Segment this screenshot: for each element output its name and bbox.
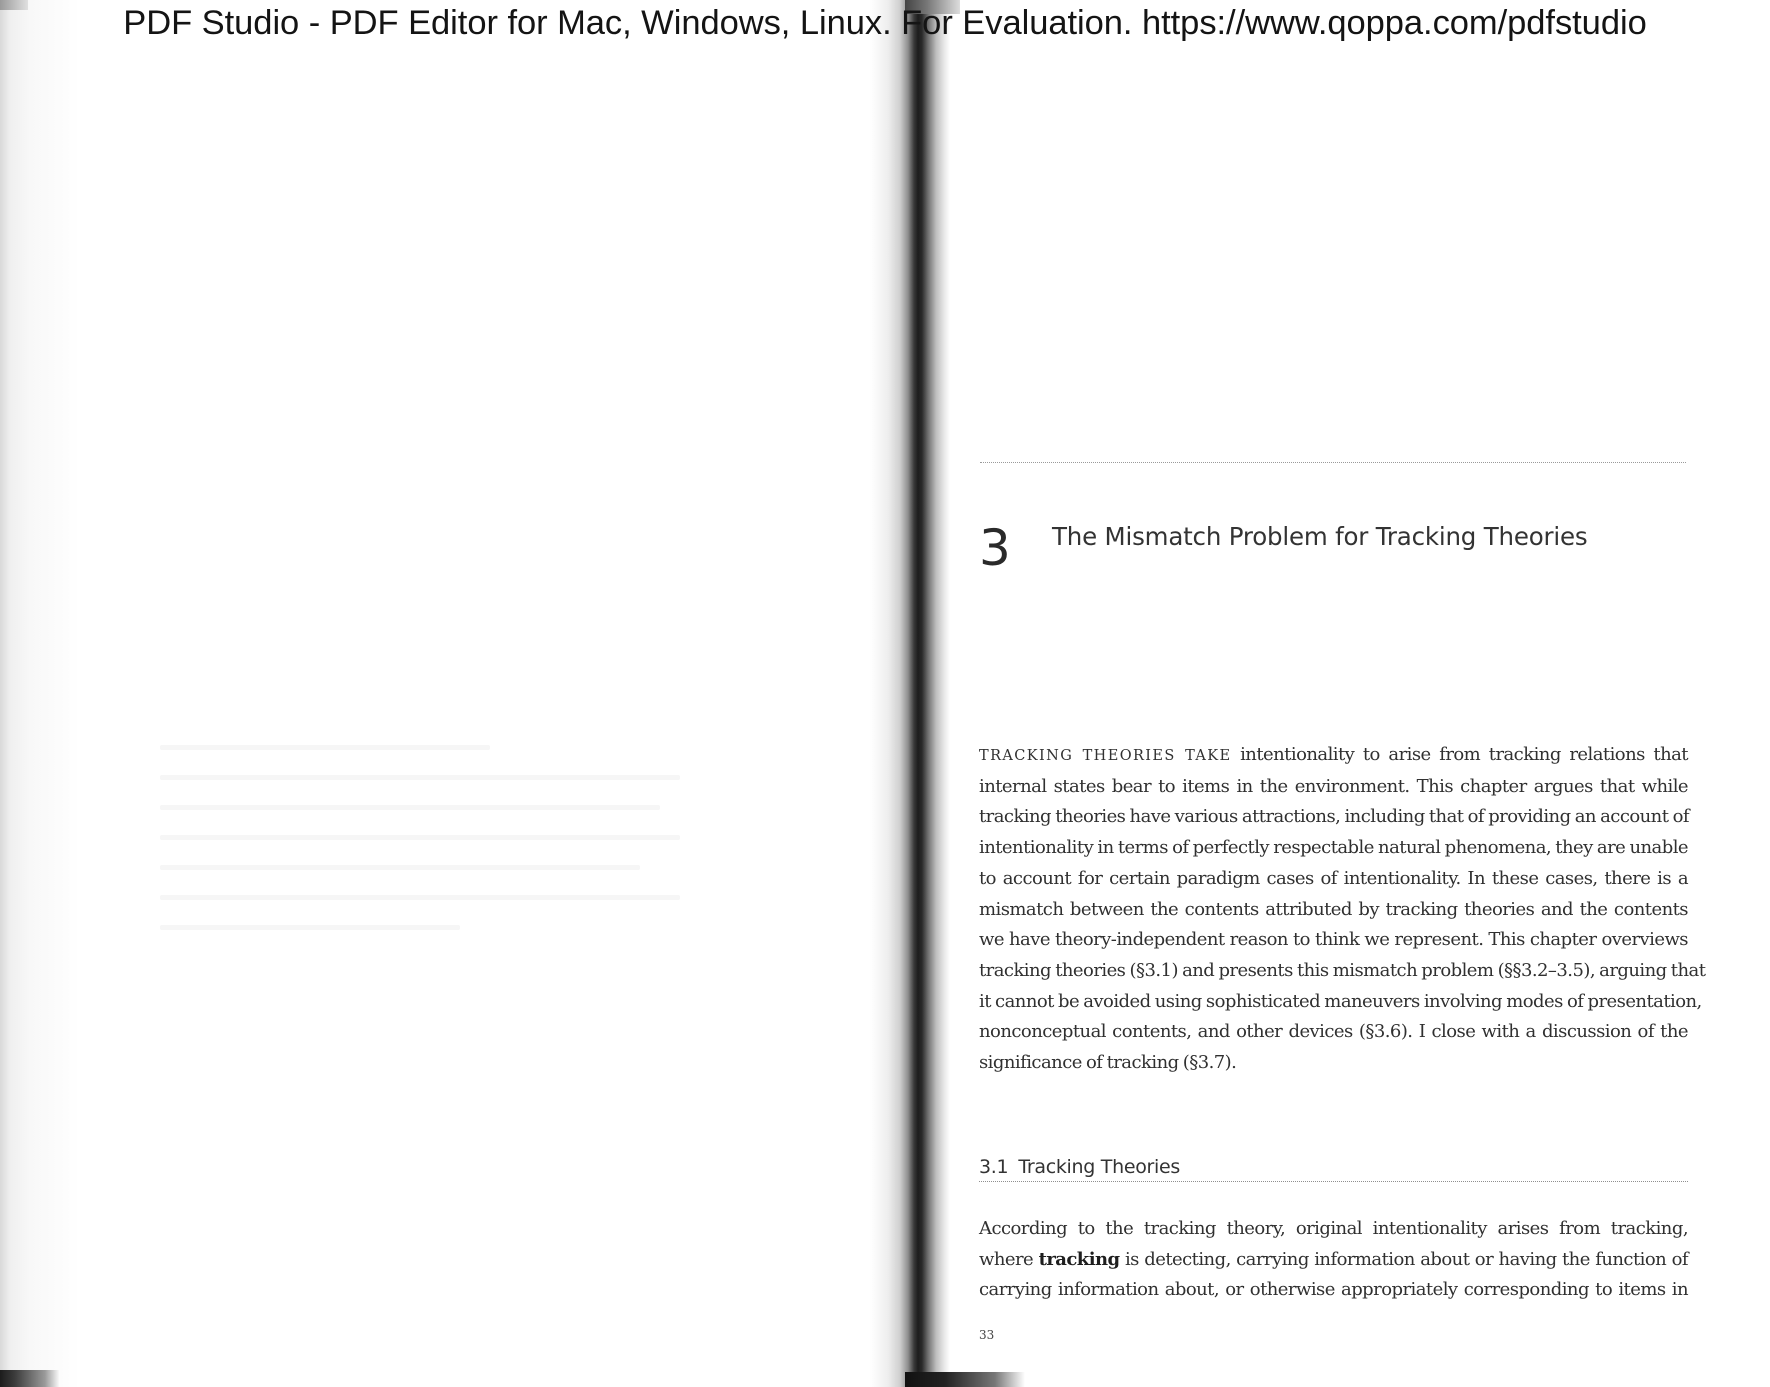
small-caps-lead: TRACKING THEORIES TAKE xyxy=(979,748,1232,764)
paragraph-line: carrying information about, or otherwise appropriately corresponding to items in xyxy=(979,1279,1688,1301)
bold-term-tracking: tracking xyxy=(1038,1248,1120,1270)
section-heading xyxy=(979,1154,1688,1182)
show-through-line xyxy=(160,805,660,810)
chapter-number: 3 xyxy=(979,519,1011,577)
show-through-line xyxy=(160,865,640,870)
paragraph-line: we have theory-independent reason to think we represent. This chapter overviews xyxy=(979,929,1688,951)
page-number: 33 xyxy=(979,1328,995,1342)
paragraph-line: it cannot be avoided using sophisticated maneuvers involving modes of presentation, xyxy=(979,990,1702,1012)
evaluation-watermark: PDF Studio - PDF Editor for Mac, Windows, Linux. For Evaluation. https://www.qoppa.com/pdfstudio xyxy=(123,4,1647,42)
show-through-line xyxy=(160,745,490,750)
paragraph-line-text: intentionality to arise from tracking relations that xyxy=(1231,744,1688,765)
section-paragraph xyxy=(979,1214,1688,1306)
paragraph-line: According to the tracking theory, original intentionality arises from tracking, xyxy=(979,1218,1688,1239)
paragraph-line xyxy=(979,1245,1688,1276)
paragraph-line: mismatch between the contents attributed by tracking theories and the contents xyxy=(979,898,1688,920)
paragraph-line: intentionality in terms of perfectly respectable natural phenomena, they are unable xyxy=(979,837,1688,859)
show-through-line xyxy=(160,895,680,900)
left-page-blank xyxy=(20,0,900,1387)
chapter-divider-rule xyxy=(980,462,1686,463)
gutter-bottom-shadow xyxy=(905,1372,1025,1387)
show-through-line xyxy=(160,835,680,840)
paragraph-line: significance of tracking (§3.7). xyxy=(979,1052,1237,1074)
book-gutter-shadow xyxy=(870,0,950,1387)
paragraph-line xyxy=(979,740,1688,772)
show-through-line xyxy=(160,925,460,930)
section-title: Tracking Theories xyxy=(1018,1156,1181,1178)
paragraph-line: nonconceptual contents, and other devices (§3.6). I close with a discussion of the xyxy=(979,1021,1688,1043)
show-through-line xyxy=(160,775,680,780)
left-book-edge-shadow xyxy=(0,0,80,1387)
section-number: 3.1 xyxy=(979,1156,1009,1178)
paragraph-line-text: where xyxy=(979,1248,1039,1270)
paragraph-line: to account for certain paradigm cases of intentionality. In these cases, there is a xyxy=(979,867,1688,889)
chapter-title: The Mismatch Problem for Tracking Theories xyxy=(1052,522,1588,551)
paragraph-line: internal states bear to items in the environment. This chapter argues that while xyxy=(979,775,1688,797)
chapter-intro-paragraph xyxy=(979,740,1706,1079)
paragraph-line: tracking theories have various attractions, including that of providing an account of xyxy=(979,806,1689,828)
paragraph-line-text: is detecting, carrying information about or having the function of xyxy=(1119,1248,1688,1270)
paragraph-line: tracking theories (§3.1) and presents this mismatch problem (§§3.2–3.5), arguing that xyxy=(979,959,1706,981)
left-edge-bottom-shadow xyxy=(0,1370,60,1387)
